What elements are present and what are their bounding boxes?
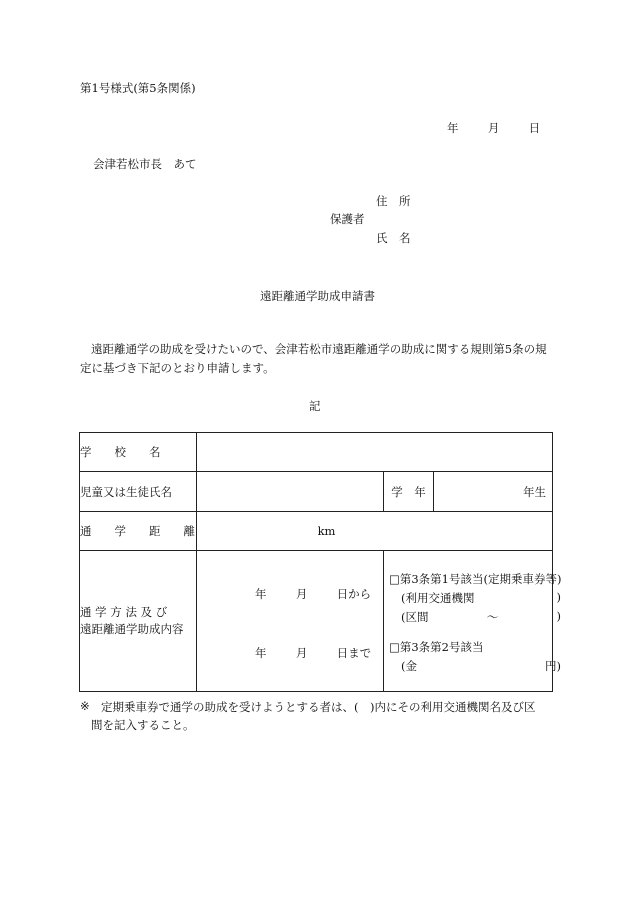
period-from-month: 月 xyxy=(295,587,308,601)
option1-section-line xyxy=(401,609,561,625)
period-cell[interactable] xyxy=(197,551,384,692)
method-label-line1: 通 学 方 法 及 び xyxy=(80,605,168,619)
note-mark: ※ xyxy=(80,699,90,713)
distance-unit: km xyxy=(317,524,336,538)
option2-amount-line xyxy=(401,658,561,674)
period-to xyxy=(255,645,371,661)
option1-section-close: ) xyxy=(556,609,561,623)
option1-title[interactable]: □第3条第1号該当(定期乗車券等) xyxy=(389,572,562,586)
option1-transport-line xyxy=(401,590,561,606)
option1-transport-close: ) xyxy=(556,590,561,604)
grade-field[interactable] xyxy=(434,472,553,512)
distance-label: 通 学 距 離 xyxy=(80,512,197,551)
body-text-line1: 遠距離通学の助成を受けたいので、会津若松市遠距離通学の助成に関する規則第5条の規 xyxy=(91,342,547,356)
form-title: 遠距離通学助成申請書 xyxy=(260,289,375,303)
option1-transport-open: (利用交通機関 xyxy=(401,591,475,605)
student-name-label: 児童又は生徒氏名 xyxy=(80,472,197,512)
distance-field[interactable] xyxy=(197,512,553,551)
subsidy-options-cell xyxy=(384,551,562,692)
application-table xyxy=(79,432,562,692)
period-from-day: 日から xyxy=(336,587,372,601)
grade-suffix: 年生 xyxy=(523,484,547,499)
guardian-address-label: 住 所 xyxy=(376,194,411,208)
date-line xyxy=(447,120,540,136)
period-to-day: 日まで xyxy=(336,646,372,660)
note-line1: 定期乗車券で通学の助成を受けようとする者は、( )内にその利用交通機関名及び区 xyxy=(101,700,536,714)
student-name-field[interactable] xyxy=(197,472,384,512)
body-text-line2: 定に基づき下記のとおり申請します。 xyxy=(80,361,275,375)
date-month: 月 xyxy=(487,121,500,135)
period-to-month: 月 xyxy=(295,646,308,660)
school-row xyxy=(80,433,553,472)
option1-section-tilde: ～ xyxy=(486,610,499,624)
option2-title[interactable]: □第3条第2号該当 xyxy=(389,640,484,654)
method-label xyxy=(80,551,197,692)
school-name-label: 学 校 名 xyxy=(80,433,197,472)
period-from-year: 年 xyxy=(255,587,267,601)
addressee: 会津若松市長 あて xyxy=(93,157,197,171)
guardian-role-label: 保護者 xyxy=(330,212,365,226)
method-label-line2: 遠距離通学助成内容 xyxy=(80,622,184,636)
period-from xyxy=(255,586,371,602)
distance-row xyxy=(80,512,553,551)
option1-section-open: (区間 xyxy=(401,610,429,624)
note-line2: 間を記入すること。 xyxy=(91,718,195,732)
date-day: 日 xyxy=(528,121,541,135)
grade-label: 学 年 xyxy=(384,472,434,512)
option2-amount-open: (金 xyxy=(401,659,417,673)
method-row xyxy=(80,551,553,692)
period-to-year: 年 xyxy=(255,646,267,660)
guardian-name-label: 氏 名 xyxy=(376,231,411,245)
option2-amount-close: 円) xyxy=(545,659,561,673)
student-row xyxy=(80,472,553,512)
form-number: 第1号様式(第5条関係) xyxy=(80,81,196,95)
ki-heading: 記 xyxy=(309,399,321,413)
date-year: 年 xyxy=(447,121,459,135)
school-name-field[interactable] xyxy=(197,433,553,472)
